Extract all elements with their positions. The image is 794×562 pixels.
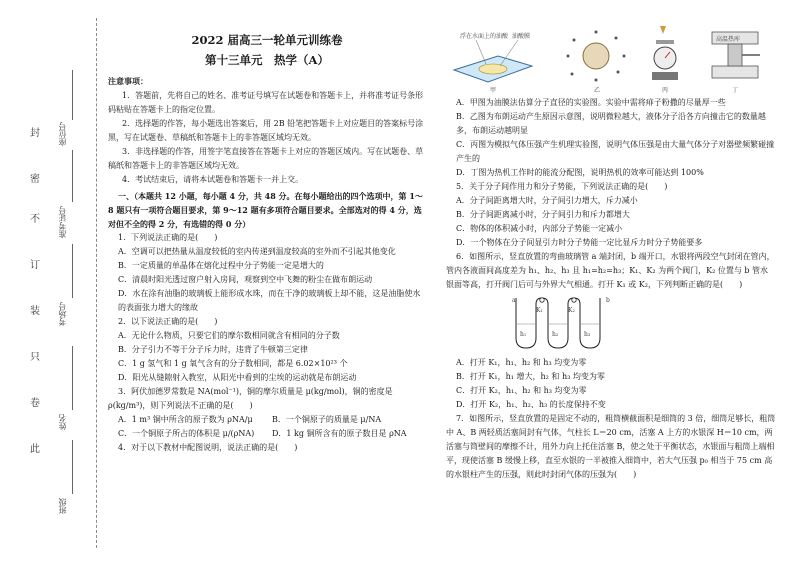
answer-option[interactable]: A．无论什么物质，只要它们的摩尔数相同就含有相同的分子数 xyxy=(118,331,340,340)
answer-option[interactable]: D．打开 K₂，h₁、h₂、h₃ 的长度保持不变 xyxy=(456,400,606,409)
binding-line xyxy=(96,18,97,548)
notice-item: 1．答题前，先将自己的姓名、准考证号填写在试题卷和答题卡上，并将准考证号条形码粘贴在答题卡上的指定位置。 xyxy=(108,91,424,114)
figure-label: 丙 xyxy=(662,87,669,94)
answer-option[interactable]: D．阳光从缝隙射入教室，从阳光中看到的尘埃的运动就是布朗运动 xyxy=(118,373,357,382)
pressure-scale-figure xyxy=(652,26,678,80)
figure-label: h₂ xyxy=(552,331,559,338)
seal-char: 装 xyxy=(30,306,40,317)
figure-label: h₃ xyxy=(584,331,591,338)
question-stem: 3．阿伏加德罗常数是 NA(mol⁻¹)，铜的摩尔质量是 μ(kg/mol)，铜的密度是 ρ(kg/m³)，则下列说法不正确的是( ) xyxy=(108,387,393,410)
name-field[interactable] xyxy=(72,346,73,410)
seal-char: 不 xyxy=(30,214,40,225)
answer-option[interactable]: D．一个物体在分子间显引力时分子势能一定比显斥力时分子势能要多 xyxy=(456,238,703,247)
answer-option[interactable]: D．丁图为热机工作时的能流分配图，说明热机的效率可能达到 100% xyxy=(456,168,704,177)
exam-id-label: 准考证号 xyxy=(58,206,67,238)
figure-label: 油酸膜 xyxy=(512,33,531,40)
oil-film-tray-figure xyxy=(454,40,532,82)
page-subtitle: 第十三单元 热学（A） xyxy=(205,53,329,67)
u-tube-figure xyxy=(506,294,776,354)
seal-char: 密 xyxy=(30,174,40,185)
left-column xyxy=(108,30,426,455)
answer-option[interactable]: C．打开 K₂，h₁、h₂ 和 h₃ 均变为零 xyxy=(456,386,587,395)
answer-option[interactable]: B．打开 K₁，h₁ 增大，h₂ 和 h₃ 均变为零 xyxy=(456,372,605,381)
question-stem: 5．关于分子间作用力和分子势能，下列说法正确的是( ) xyxy=(456,182,668,191)
answer-option[interactable]: B．一定质量的单晶体在熔化过程中分子势能一定是增大的 xyxy=(118,261,324,270)
section-instructions: 一、（本题共 12 小题，每小题 4 分，共 48 分。在每小题给出的四个选项中，第 1～8 题只有一项符合题目要求，第 9～12 题有多项符合题目要求。全部选对的得 4 分，选对但不全的得 2 分，有选错的得 0 分） xyxy=(108,191,423,229)
seat-number-label: 座位号 xyxy=(58,122,67,146)
figure-label: K₂ xyxy=(568,307,575,314)
seal-char: 卷 xyxy=(30,398,40,409)
class-field[interactable] xyxy=(72,440,73,494)
seal-char: 订 xyxy=(30,260,40,271)
figure-label: 甲 xyxy=(490,87,497,94)
question-stem: 7．如图所示，竖直放置的是固定不动的，粗筒横截面积是细筒的 3 倍，细筒足够长，粗筒中 A、B 两轻质活塞间封有气体，气柱长 L＝20 cm，活塞 A 上方的水银深 H＝10 cm，两活塞与筒壁间的摩擦不计，用外力向上托住活塞 B，使之处于平衡状态，水银面与粗筒上端相平，现使活塞 B 缓慢上移，直至水银的一半被推入细筒中，若大气压强 p₀ 相当于 75 cm 高的水银柱产生的压强，则此时封闭气体的压强为( ) xyxy=(446,414,776,479)
answer-option[interactable]: C．物体的体积减小时，内部分子势能一定减小 xyxy=(456,224,623,233)
answer-option[interactable]: C．清晨时阳光透过窗户射入房间，观察到空中飞舞的粉尘在做布朗运动 xyxy=(118,275,373,284)
answer-option[interactable]: A．空调可以把热量从温度较低的室内传递到温度较高的室外而不引起其他变化 xyxy=(118,247,396,256)
answer-option[interactable]: C．一个铜原子所占的体积是 μ/(ρNA) xyxy=(118,429,255,438)
question-stem: 6．如图所示，竖直放置的弯曲玻璃管 a 端封闭，b 端开口，水银将两段空气封闭在管内，管内各液面间高度差为 h₁、h₂、h₃ 且 h₁=h₂=h₃；K₁、K₂ 为两个阀门，K₂ 位置与 b 管水银面等高，打开阀门后可与外界大气相通。打开 K₁ 或 K₂，下列判断正确的是( ) xyxy=(446,252,775,289)
answer-option[interactable]: B．一个铜原子的质量是 μ/NA xyxy=(272,415,382,424)
answer-option[interactable]: A．甲图为油膜法估算分子直径的实验图。实验中需将痱子粉撒的尽量厚一些 xyxy=(456,98,726,107)
figure-label: h₁ xyxy=(520,331,527,338)
answer-option[interactable]: D．1 kg 铜所含有的原子数目是 ρNA xyxy=(272,429,407,438)
answer-option[interactable]: B．乙图为布朗运动产生原因示意图，说明微粒越大，液体分子沿各方向撞击它的数量越多，布朗运动越明显 xyxy=(456,112,766,135)
figure-label: 高温热库 xyxy=(716,36,741,43)
notice-item: 2．选择题的作答，每小题选出答案后，用 2B 铅笔把答题卡上对应题目的答案标号涂黑，写在试题卷、草稿纸和答题卡上的非答题区域均无效。 xyxy=(108,119,424,142)
answer-option[interactable]: A．分子间距离增大时，分子间引力增大，斥力减小 xyxy=(456,196,638,205)
figure-label: b xyxy=(606,297,610,304)
class-label: 班级 xyxy=(58,498,67,514)
seat-number-field[interactable] xyxy=(72,70,73,120)
seal-char: 此 xyxy=(30,444,40,455)
seal-char: 封 xyxy=(30,128,40,139)
seal-char: 只 xyxy=(30,352,40,363)
option-row xyxy=(108,413,426,427)
figure-label: a xyxy=(512,297,516,304)
answer-option[interactable]: A．1 m³ 铜中所含的原子数为 ρNA/μ xyxy=(118,415,253,424)
question-stem: 4．对于以下教材中配图说明，说法正确的是( ) xyxy=(118,443,298,452)
answer-option[interactable]: C．丙图为模拟气体压强产生机理实验图，说明气体压强是由大量气体分子对器壁频繁碰撞产生的 xyxy=(456,140,775,163)
name-label: 姓名 xyxy=(58,414,67,430)
room-number-label: 考场号 xyxy=(58,302,67,326)
figure-label: 乙 xyxy=(594,87,601,94)
room-number-field[interactable] xyxy=(72,244,73,298)
right-column xyxy=(446,22,776,482)
figure-label: 浮在水面上的油酸 xyxy=(460,33,509,40)
answer-option[interactable]: C．1 g 氢气和 1 g 氧气含有的分子数相同，都是 6.02×10²³ 个 xyxy=(118,359,348,368)
brownian-motion-figure xyxy=(567,31,626,82)
question-stem: 2．以下说法正确的是( ) xyxy=(118,317,218,326)
answer-option[interactable]: A．打开 K₁，h₁、h₂ 和 h₃ 均变为零 xyxy=(456,358,587,367)
notice-heading: 注意事项： xyxy=(108,76,148,86)
option-row xyxy=(108,427,426,441)
answer-option[interactable]: D．水在涂有油脂的玻璃板上能形成水珠，而在干净的玻璃板上却不能，这是油脂使水的表面张力增大的缘故 xyxy=(118,289,421,312)
answer-option[interactable]: B．分子间距离减小时，分子间引力和斥力都增大 xyxy=(456,210,630,219)
notice-item: 4．考试结束后，请将本试题卷和答题卡一并上交。 xyxy=(122,175,304,184)
q4-figures xyxy=(446,22,776,92)
question-stem: 1．下列说法正确的是( ) xyxy=(118,233,218,242)
exam-id-field[interactable] xyxy=(72,150,73,202)
figure-label: 丁 xyxy=(732,87,739,94)
figure-label: K₁ xyxy=(536,307,543,314)
page-title: 2022 届高三一轮单元训练卷 xyxy=(191,33,343,47)
answer-option[interactable]: B．分子引力不等于分子斥力时，违背了牛顿第三定律 xyxy=(118,345,308,354)
notice-item: 3．非选择题的作答，用签字笔直接答在答题卡上对应的答题区域内。写在试题卷、草稿纸和答题卡上的非答题区域均无效。 xyxy=(108,147,424,170)
